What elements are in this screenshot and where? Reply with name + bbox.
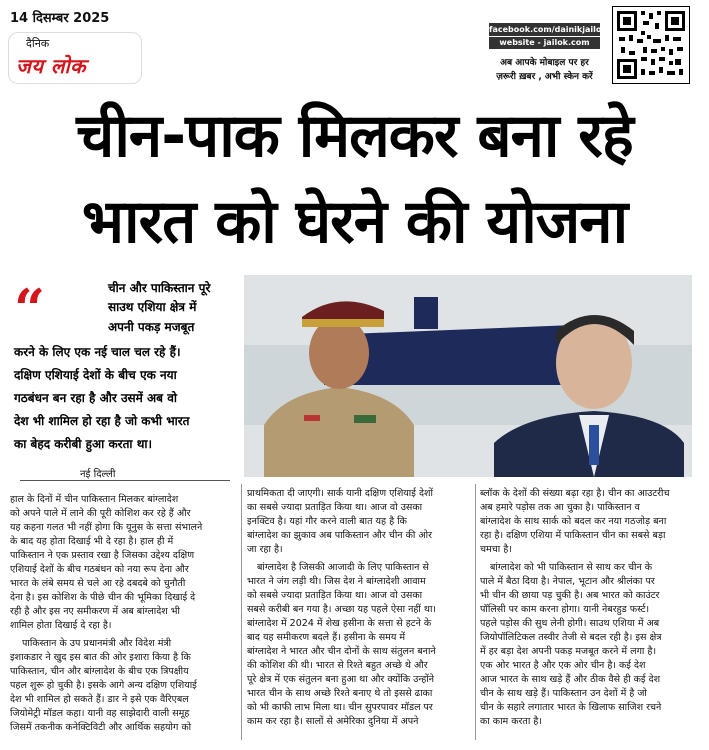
paragraph-line: रही है और इस नए समीकरण में अब बांग्लादेश भी	[10, 606, 180, 617]
paragraph-line: को अपने पाले में लाने की पूरी कोशिश कर रहे हैं और	[10, 508, 191, 519]
logo-title: जय लोक	[16, 54, 87, 78]
paragraph-line: बांग्लादेश में 2024 में शेख हसीना के सत्ता से हटने के	[247, 618, 432, 629]
paragraph-line: जियोपॉलिटिकल तस्वीर तेजी से बदल रही है। इस क्षेत्र	[480, 632, 662, 643]
paragraph-line: शामिल होता दिखाई दे रहा है।	[10, 620, 112, 631]
paragraph-line: सबसे करीबी बन गया है। अच्छा यह पहले ऐसा नहीं था।	[247, 604, 437, 615]
column-divider	[475, 484, 476, 740]
paragraph-line: आज भारत के साथ खड़े हैं और ठीक वैसे ही कई देश	[480, 674, 661, 685]
paragraph-line: देना है। इस कोशिश के पीछे चीन की भूमिका दिखाई दे	[10, 592, 196, 603]
paragraph-line: में हर बड़ा देश अपनी पकड़ मजबूत करने में लगा है।	[480, 646, 657, 657]
pull-quote-line: दक्षिण एशियाई देशों के बीच एक नया	[14, 368, 177, 382]
paragraph-line: पाकिस्तान के उप प्रधानमंत्री और विदेश मंत्री	[22, 638, 172, 649]
headline-line-2: भारत को घेरने की योजना	[81, 187, 628, 257]
paragraph-line: को भी काफी लाभ मिला था। चीन सुपरपावर मॉडल पर	[247, 702, 433, 713]
qr-code-icon	[613, 7, 689, 83]
pull-quote-line: का बेहद करीबी हुआ करता था।	[14, 437, 153, 451]
paragraph-line: पाकिस्तान, चीन और बांग्लादेश के बीच एक त्रिपक्षीय	[10, 666, 189, 677]
paragraph-line: बांग्लादेश ने भारत और चीन दोनों के साथ संतुलन बनाने	[247, 646, 436, 657]
paragraph-line: चमचा है।	[480, 544, 512, 555]
pull-quote-line: देश भी शामिल हो रहा है जो कभी भारत	[14, 414, 190, 428]
paragraph-line: बाद यह समीकरण बदले हैं। हसीना के समय में	[247, 632, 406, 643]
quote-icon: “	[14, 277, 46, 341]
paragraph-line: पाकिस्तान ने एक प्रस्ताव रखा है जिसका उद्देश्य दक्षिण	[10, 550, 195, 561]
paragraph-line: प्राथमिकता दी जाएगी। सार्क यानी दक्षिण एशियाई देशों	[247, 488, 433, 499]
leaders-photo-icon	[244, 275, 692, 477]
paragraph-line: बांग्लादेश का झुकाव अब पाकिस्तान और चीन की ओर	[247, 530, 432, 541]
paragraph-line: बांग्लादेश है जिसकी आजादी के लिए पाकिस्तान से	[257, 562, 429, 573]
paragraph-line: बांग्लादेश के साथ सार्क को बदल कर नया गठजोड़ बना	[480, 516, 667, 527]
article-photo	[244, 275, 692, 477]
paragraph-line: चीन के साथ खड़े हैं। पाकिस्तान उन देशों में है जो	[480, 688, 647, 699]
qr-promo-line-1: अब आपके मोबाइल पर हर	[500, 58, 589, 68]
paragraph-line: देश भी शामिल हो सकते हैं। डार ने इसे एक वैरिएबल	[10, 694, 189, 705]
paragraph-line: काम कर रहा है। सालों से अमेरिका दुनिया में अपने	[247, 716, 419, 727]
dateline-rule	[20, 480, 230, 481]
qr-code[interactable]	[612, 6, 690, 84]
pull-quote-line: अपनी पकड़ मजबूत	[108, 320, 195, 334]
paragraph-line: इशाकडार ने खुद इस बात की ओर इशारा किया है कि	[10, 652, 191, 663]
qr-promo-line-2: ज़रूरी ख़बर , अभी स्केन करें	[496, 72, 593, 82]
paragraph-line: चीन के सहारे लगातार भारत के खिलाफ साजिश रचने	[480, 702, 662, 713]
paragraph-line: जा रहा है।	[247, 544, 283, 555]
column-divider	[241, 484, 242, 740]
paragraph-line: का काम करता है।	[480, 716, 542, 727]
paragraph-line: भारत ने जंग लड़ी थी। जिस देश ने बांग्लादेशी आवाम	[247, 576, 426, 587]
paragraph-line: भारत के लंबे समय से चले आ रहे दबदबे को चुनौती	[10, 578, 186, 589]
paragraph-line: पहल शुरू हो चुकी है। इसके आगे अन्य दक्षिण एशियाई	[10, 680, 197, 691]
pull-quote-line: करने के लिए एक नई चाल चल रहे हैं।	[14, 345, 181, 359]
paragraph-line: यह कहना गलत भी नहीं होगा कि यूनुस के सत्ता संभालने	[10, 522, 203, 533]
paragraph-line: पहले पड़ोस की सुध लेनी होगी। साउथ एशिया में अब	[480, 618, 660, 629]
paragraph-line: रहा है। दक्षिण एशिया में पाकिस्तान चीन का सबसे बड़ा	[480, 530, 666, 541]
paragraph-line: अब हमारे पड़ोस तक आ चुका है। पाकिस्तान व	[480, 502, 640, 513]
paragraph-line: पाले में बैठा दिया है। नेपाल, भूटान और श्रीलंका पर	[480, 576, 655, 587]
website-link[interactable]: website - jailok.com	[489, 37, 600, 49]
paragraph-line: का सबसे ज्यादा प्रताड़ित किया था। आज वो उसका	[247, 502, 423, 513]
paragraph-line: हाल के दिनों में चीन पाकिस्तान मिलकर बांग्लादेश	[10, 494, 179, 505]
paragraph-line: इनक्टिव है। यहां गौर करने वाली बात यह है कि	[247, 516, 407, 527]
paragraph-line: पूरे क्षेत्र में एक संतुलन बना हुआ था और क्योंकि उन्होंने	[247, 674, 434, 685]
paragraph-line: एशियाई देशों के बीच गठबंधन को नया रूप देना और	[10, 564, 189, 575]
paragraph-line: के बाद यह होता दिखाई भी दे रहा है। हाल ही में	[10, 536, 174, 547]
pull-quote-line: चीन और पाकिस्तान पूरे	[108, 281, 211, 295]
paragraph-line: भारत चीन के साथ अच्छे रिश्ते बनाए थे तो इससे ढाका	[247, 688, 433, 699]
issue-date: 14 दिसम्बर 2025	[10, 11, 110, 26]
headline-line-1: चीन-पाक मिलकर बना रहे	[76, 101, 633, 171]
paragraph-line: जियोमेट्री मॉडल कहा। यानी वह साझेदारी वाली समूह	[10, 708, 190, 719]
pull-quote-line: साउथ एशिया क्षेत्र में	[108, 300, 197, 314]
paragraph-line: को सबसे ज्यादा प्रताड़ित किया था। आज वो उसका	[247, 590, 423, 601]
paragraph-line: की कोशिश की थी। भारत से रिश्ते बहुत अच्छे थे और	[247, 660, 428, 671]
paragraph-line: भी चीन की छाया पड़ चुकी है। अब भारत को काउंटर	[480, 590, 660, 601]
paragraph-line: पॉलिसी पर काम करना होगा। यानी नेबरहुड फर्स्ट।	[480, 604, 650, 615]
logo-subtitle: दैनिक	[26, 37, 50, 50]
paragraph-line: एक ओर भारत है और एक ओर चीन है। कई देश	[480, 660, 646, 671]
dateline: नई दिल्ली	[80, 469, 116, 480]
pull-quote-line: गठबंधन बन रहा है और उसमें अब वो	[14, 391, 177, 405]
paragraph-line: जिसमें तकनीक कनेक्टिविटी और आर्थिक सहयोग को	[10, 722, 192, 733]
facebook-link[interactable]: facebook.com/dainikjailok	[489, 25, 607, 34]
paragraph-line: ब्लॉक के देशों की संख्या बढ़ा रहा है। चीन का आउटरीच	[480, 488, 670, 499]
paragraph-line: बांग्लादेश को भी पाकिस्तान से साथ कर चीन के	[490, 562, 653, 573]
